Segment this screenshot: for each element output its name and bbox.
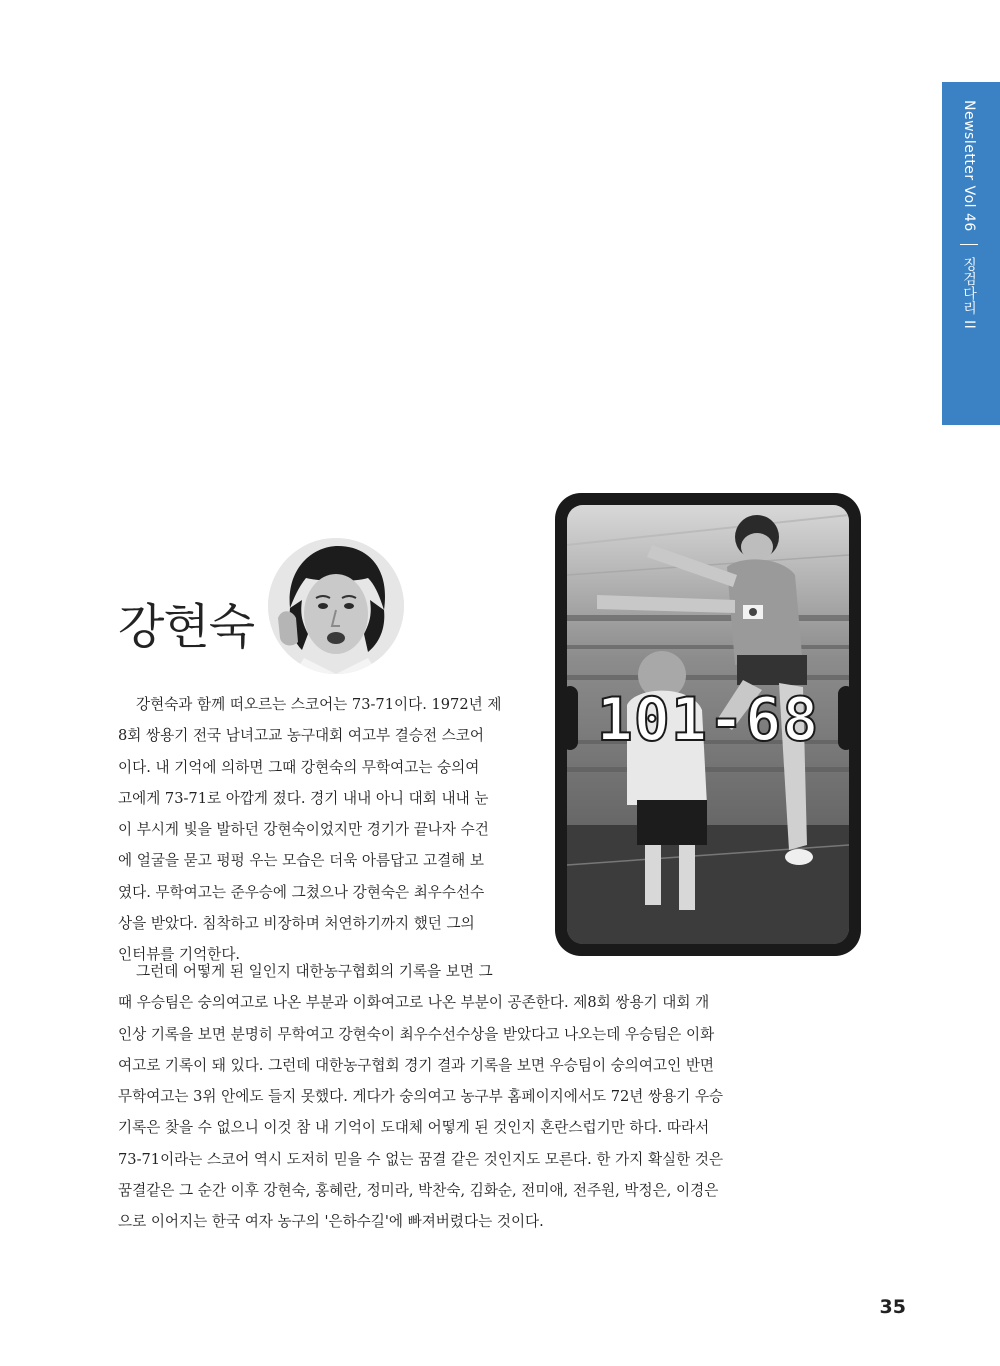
person-name-heading: 강현숙	[118, 599, 255, 655]
score-bracket-left	[562, 686, 578, 750]
score-overlay: 101-68	[596, 685, 820, 755]
basketball-photo-frame	[555, 493, 861, 956]
paragraph-2	[118, 956, 784, 1238]
section-side-tab	[942, 82, 1000, 425]
paragraph-2-line: 때 우승팀은 숭의여고로 나온 부분과 이화여고로 나온 부분이 공존한다. 제8회 쌍용기 대회 개	[118, 994, 710, 1012]
paragraph-1-line: 인터뷰를 기억한다.	[118, 946, 241, 964]
section-label: 징검다리 II	[961, 256, 977, 330]
basketball-game-photo	[567, 505, 849, 944]
paragraph-1-line: 고에게 73-71로 아깝게 졌다. 경기 내내 아니 대회 내내 눈	[118, 789, 489, 807]
portrait-photo	[268, 538, 404, 674]
paragraph-2-line: 기록은 찾을 수 없으니 이것 참 내 기억이 도대체 어떻게 된 것인지 혼란스럽기만 하다. 따라서	[118, 1119, 710, 1137]
paragraph-1-line: 강현숙과 함께 떠오르는 스코어는 73-71이다. 1972년 제	[136, 696, 502, 713]
paragraph-1-line: 이 부시게 빛을 발하던 강현숙이었지만 경기가 끝나자 수건	[118, 821, 489, 839]
paragraph-1-line: 이다. 내 기억에 의하면 그때 강현숙의 무학여고는 숭의여	[118, 758, 480, 776]
paragraph-2-line: 으로 이어지는 한국 여자 농구의 '은하수길'에 빠져버렸다는 것이다.	[118, 1213, 544, 1231]
portrait-illustration	[268, 538, 404, 674]
side-tab-divider	[960, 244, 978, 245]
paragraph-2-line: 꿈결같은 그 순간 이후 강현숙, 홍혜란, 정미라, 박찬숙, 김화순, 전미애, 전주원, 박정은, 이경은	[118, 1182, 719, 1200]
paragraph-2-line: 73-71이라는 스코어 역시 도저히 믿을 수 없는 꿈결 같은 것인지도 모른다. 한 가지 확실한 것은	[118, 1150, 724, 1168]
side-tab-text-group	[959, 100, 979, 329]
paragraph-2-line: 인상 기록을 보면 분명히 무학여고 강현숙이 최우수선수상을 받았다고 나오는데 우승팀은 이화	[118, 1025, 715, 1043]
paragraph-1-line: 상을 받았다. 침착하고 비장하며 처연하기까지 했던 그의	[118, 915, 475, 933]
newsletter-label: Newsletter Vol 46	[961, 100, 977, 232]
paragraph-1-line: 에 얼굴을 묻고 펑펑 우는 모습은 더욱 아름답고 고결해 보	[118, 852, 484, 870]
page-number: 35	[879, 1296, 906, 1318]
paragraph-1-line: 였다. 무학여고는 준우승에 그쳤으나 강현숙은 최우수선수	[118, 883, 485, 901]
paragraph-1-line: 8회 쌍용기 전국 남녀고교 농구대회 여고부 결승전 스코어	[118, 727, 485, 745]
paragraph-2-line: 여고로 기록이 돼 있다. 그런데 대한농구협회 경기 결과 기록을 보면 우승팀이 숭의여고인 반면	[118, 1056, 715, 1074]
paragraph-1	[118, 689, 526, 971]
paragraph-2-line: 그런데 어떻게 된 일인지 대한농구협회의 기록을 보면 그	[136, 963, 493, 980]
score-bracket-right	[838, 686, 854, 750]
paragraph-2-line: 무학여고는 3위 안에도 들지 못했다. 게다가 숭의여고 농구부 홈페이지에서도 72년 쌍용기 우승	[118, 1088, 724, 1106]
